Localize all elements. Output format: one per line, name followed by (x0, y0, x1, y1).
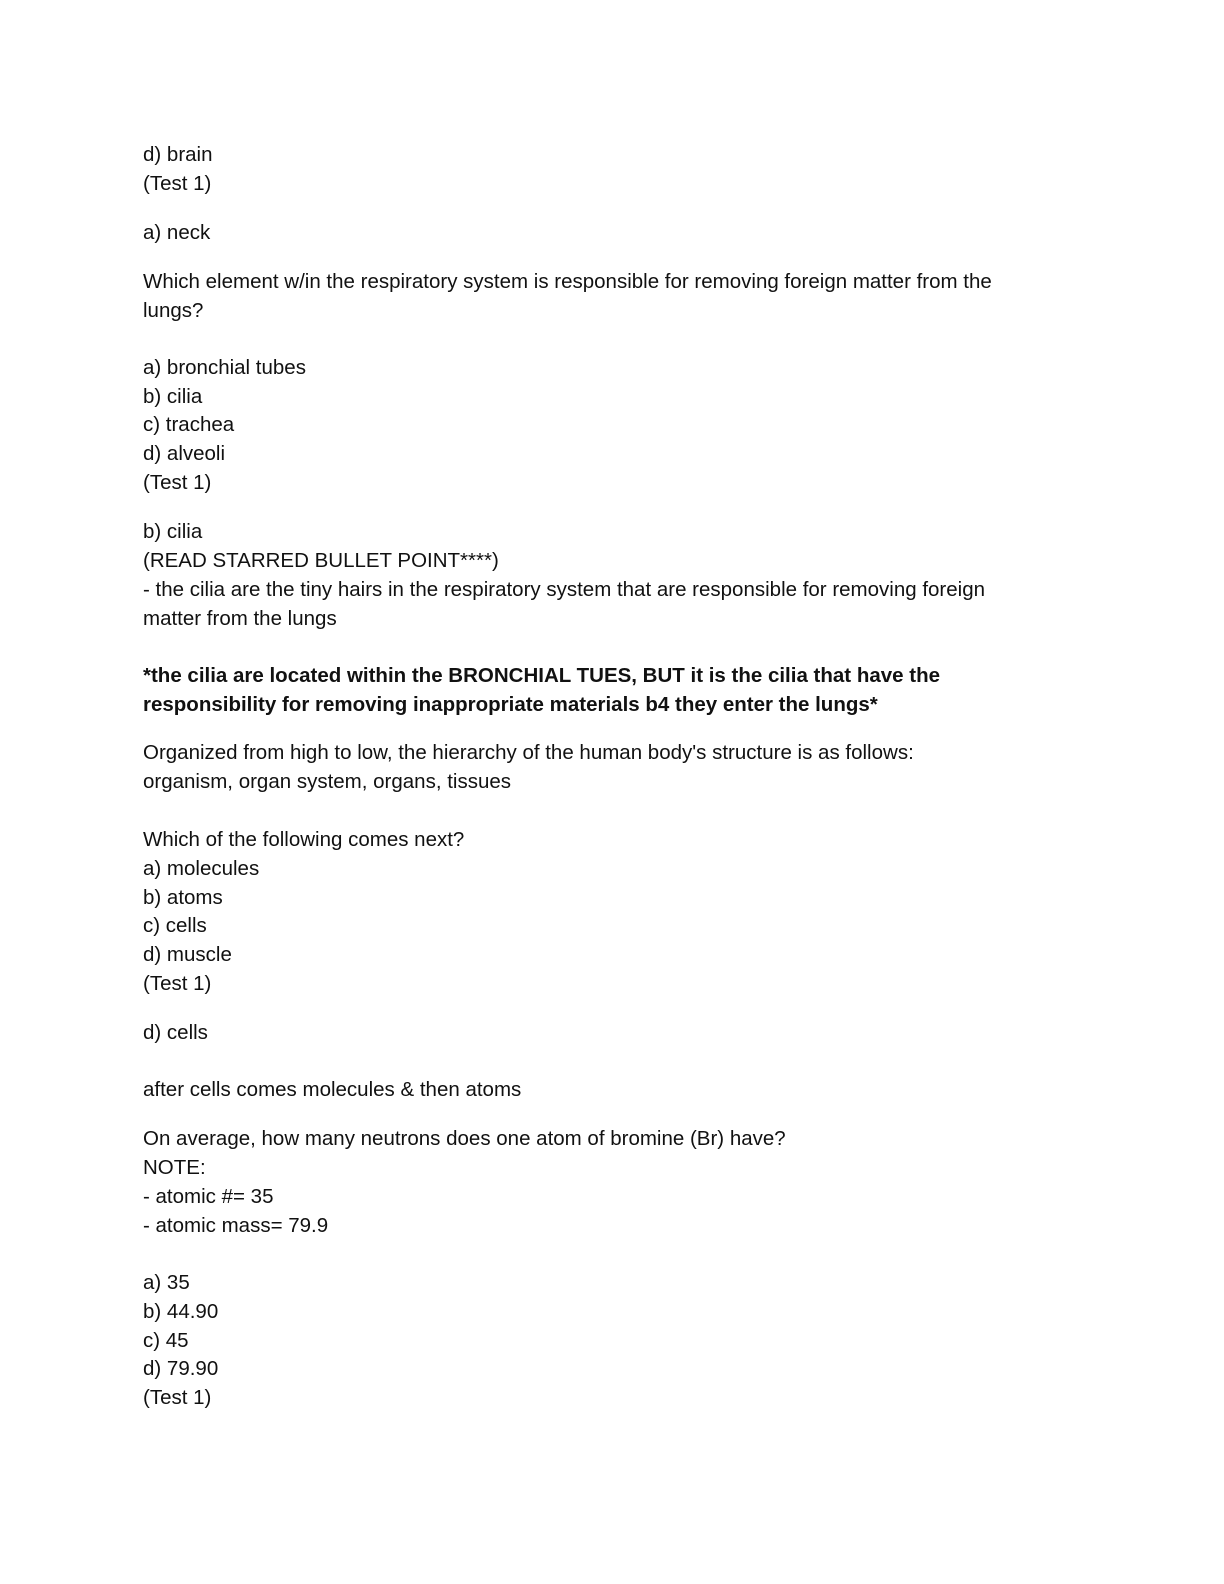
text-line: a) neck (143, 221, 211, 244)
explanation-text: - the cilia are the tiny hairs in the respiratory system that are responsible for removing foreign (143, 578, 986, 601)
answer-option: b) 44.90 (143, 1300, 219, 1323)
question-text: Organized from high to low, the hierarchy of the human body's structure is as follows: (143, 741, 914, 764)
note-text: - atomic mass= 79.9 (143, 1214, 329, 1237)
question-text: Which element w/in the respiratory system is responsible for removing foreign matter from the (143, 270, 992, 293)
answer-option: b) cilia (143, 385, 203, 408)
bold-note: responsibility for removing inappropriate materials b4 they enter the lungs* (143, 693, 878, 716)
answer-option: a) bronchial tubes (143, 356, 306, 379)
explanation-text: matter from the lungs (143, 607, 337, 630)
answer-option: a) molecules (143, 857, 260, 880)
answer-text: b) cilia (143, 520, 203, 543)
text-line: d) brain (143, 143, 213, 166)
answer-option: d) alveoli (143, 442, 226, 465)
answer-option: a) 35 (143, 1271, 190, 1294)
answer-option: d) muscle (143, 943, 232, 966)
text-line: (Test 1) (143, 172, 212, 195)
question-text: organism, organ system, organs, tissues (143, 770, 512, 793)
test-label: (Test 1) (143, 1386, 212, 1409)
bold-note: *the cilia are located within the BRONCHIAL TUES, BUT it is the cilia that have the (143, 664, 940, 687)
answer-option: d) 79.90 (143, 1357, 219, 1380)
answer-option: b) atoms (143, 886, 223, 909)
question-text: On average, how many neutrons does one atom of bromine (Br) have? (143, 1127, 786, 1150)
note-text: (READ STARRED BULLET POINT****) (143, 549, 499, 572)
answer-option: c) trachea (143, 413, 235, 436)
explanation-text: after cells comes molecules & then atoms (143, 1078, 522, 1101)
answer-option: c) 45 (143, 1329, 189, 1352)
test-label: (Test 1) (143, 471, 212, 494)
note-text: - atomic #= 35 (143, 1185, 274, 1208)
test-label: (Test 1) (143, 972, 212, 995)
answer-text: d) cells (143, 1021, 208, 1044)
question-text: lungs? (143, 299, 204, 322)
note-label: NOTE: (143, 1156, 206, 1179)
question-text: Which of the following comes next? (143, 828, 465, 851)
answer-option: c) cells (143, 914, 207, 937)
